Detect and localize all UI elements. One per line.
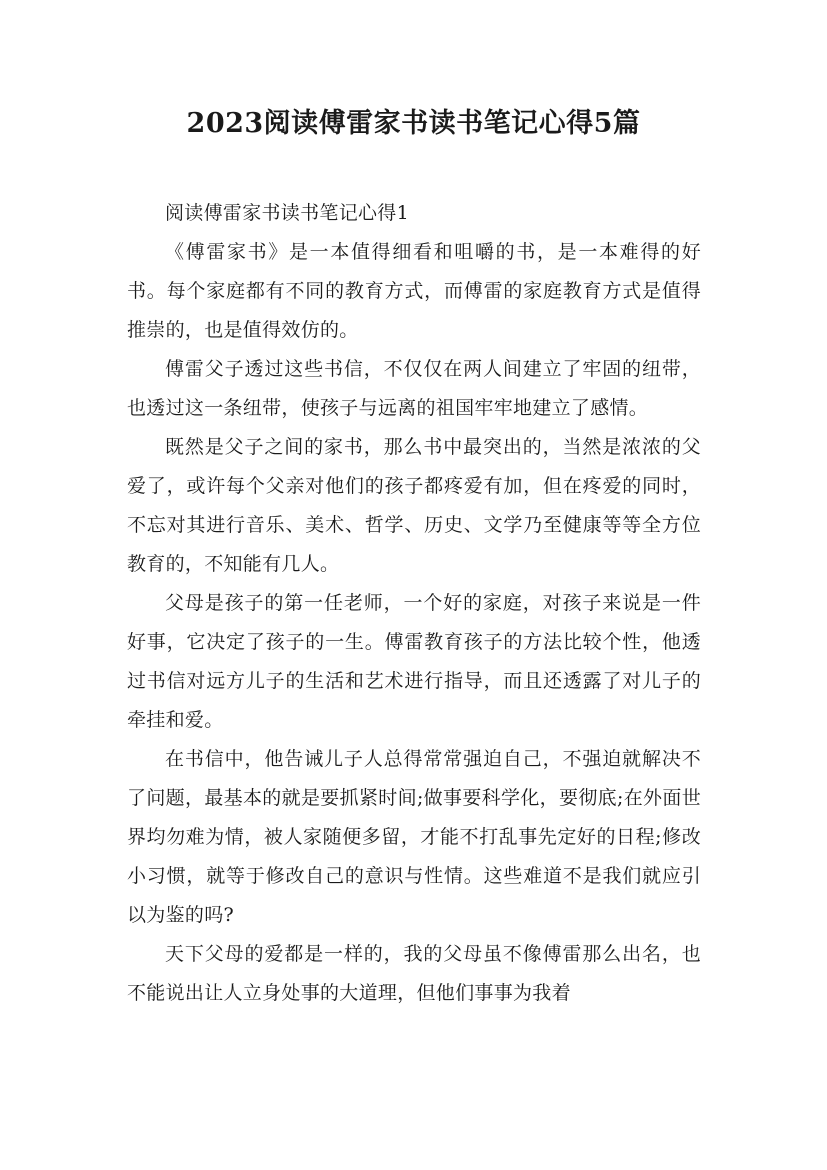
paragraph-6: 天下父母的爱都是一样的，我的父母虽不像傅雷那么出名，也不能说出让人立身处事的大道理，但他们事事为我着	[127, 943, 701, 1004]
paragraph-1: 《傅雷家书》是一本值得细看和咀嚼的书，是一本难得的好书。每个家庭都有不同的教育方式，而傅雷的家庭教育方式是值得推崇的，也是值得效仿的。	[127, 241, 701, 341]
paragraph-3: 既然是父子之间的家书，那么书中最突出的，当然是浓浓的父爱了，或许每个父亲对他们的孩子都疼爱有加，但在疼爱的同时，不忘对其进行音乐、美术、哲学、历史、文学乃至健康等等全方位教育的，不知能有几人。	[127, 436, 701, 575]
paragraph-5: 在书信中，他告诫儿子人总得常常强迫自己，不强迫就解决不了问题，最基本的就是要抓紧时间;做事要科学化，要彻底;在外面世界均勿难为情，被人家随便多留，才能不打乱事先定好的日程;修改小习惯，就等于修改自己的意识与性情。这些难道不是我们就应引以为鉴的吗?	[127, 748, 701, 926]
document-title: 2023阅读傅雷家书读书笔记心得5篇	[186, 108, 641, 139]
document-body	[127, 194, 701, 1013]
section-heading: 阅读傅雷家书读书笔记心得1	[165, 202, 409, 224]
paragraph-4: 父母是孩子的第一任老师，一个好的家庭，对孩子来说是一件好事，它决定了孩子的一生。傅雷教育孩子的方法比较个性，他透过书信对远方儿子的生活和艺术进行指导，而且还透露了对儿子的牵挂和爱。	[127, 592, 701, 731]
paragraph-2: 傅雷父子透过这些书信，不仅仅在两人间建立了牢固的纽带，也透过这一条纽带，使孩子与远离的祖国牢牢地建立了感情。	[127, 358, 701, 419]
